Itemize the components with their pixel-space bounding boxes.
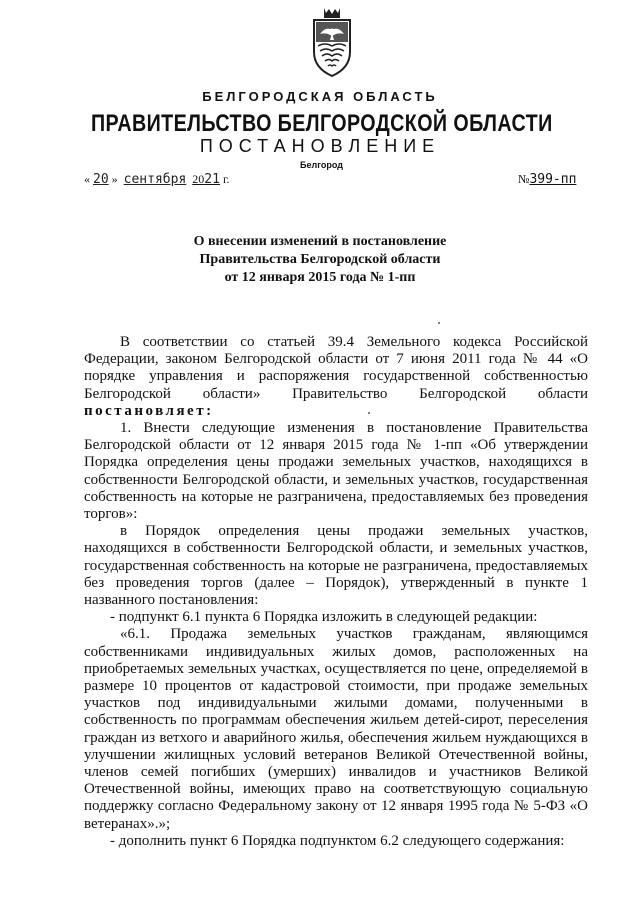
date-close-quote: » (111, 172, 118, 186)
city-label: Белгород (300, 160, 343, 170)
date-year-abbr: г. (222, 172, 230, 186)
date-month: сентября (123, 172, 187, 187)
date-year-prefix: 20 (192, 172, 205, 186)
document-type-heading: ПОСТАНОВЛЕНИЕ (199, 136, 441, 156)
title-line-3: от 12 января 2015 года № 1-пп (224, 270, 416, 285)
title-line-2: Правительства Белгородской области (199, 252, 441, 267)
number-prefix: № (518, 172, 530, 186)
paragraph-subitem-6-1-text: «6.1. Продажа земельных участков гражданам, являющимся собственниками индивидуальных жилых домов, расположенных на приобретаемых земельных участках, осуществляется по цене, определяемой в размере 10 процентов от кадастровой стоимости, при продаже земельных участков под индивидуальными жилыми домами, полученными в собственность по программам обеспечения жильем детей-сирот, переселения граждан из ветхого и аварийного жилья, обеспечения жильем нуждающихся в улучшении жилищных условий ветеранов Великой Отечественной войны, членов семей погибших (умерших) инвалидов и участников Великой Отечественной войны, имеющих право на соответствующую социальную поддержку согласно Федеральному закону от 12 января 1995 года № 5-ФЗ «О ветеранах».»; (84, 626, 588, 832)
government-heading: ПРАВИТЕЛЬСТВО БЕЛГОРОДСКОЙ ОБЛАСТИ (90, 110, 553, 137)
title-line-1: О внесении изменений в постановление (193, 234, 447, 249)
coat-of-arms-icon (306, 6, 358, 80)
date-day: 20 (93, 172, 109, 187)
paragraph-subitem-6-2-intro: - дополнить пункт 6 Порядка подпунктом 6.2 следующего содержания: (110, 832, 565, 849)
preamble-text: В соответствии со статьей 39.4 Земельного кодекса Российской Федерации, законом Белгородской области от 7 июня 2011 года № 44 «О порядке управления и распоряжения государственной собственностью Белгородской области» Правительство Белгородской области (84, 334, 588, 402)
number-value: 399-пп (529, 172, 577, 187)
paragraph-subitem-6-1-intro: - подпункт 6.1 пункта 6 Порядка изложить в следующей редакции: (110, 609, 538, 626)
decides-word: постановляет: (84, 402, 214, 419)
scan-speck (438, 322, 440, 324)
paragraph-preamble (84, 334, 588, 420)
document-number (518, 172, 576, 187)
scan-speck (368, 412, 370, 414)
paragraph-item-1: 1. Внести следующие изменения в постановление Правительства Белгородской области от 12 января 2015 года № 1-пп «Об утверждении Порядка определения цены продажи земельных участков, находящихся в собственности Белгородской области, и земельных участков, государственная собственность на которые не разграничена, предоставляемых без проведения торгов»: (84, 420, 588, 523)
document-title (0, 233, 640, 287)
document-body (84, 334, 588, 850)
date-open-quote: « (84, 172, 90, 186)
region-heading: БЕЛГОРОДСКАЯ ОБЛАСТЬ (202, 89, 438, 104)
date-line (84, 172, 230, 187)
date-year-suffix: 21 (204, 172, 220, 187)
paragraph-procedure: в Порядок определения цены продажи земельных участков, находящихся в собственности Белгородской области, и земельных участков, государственная собственность на которые не разграничена, предоставляемых без проведения торгов (далее – Порядок), утвержденный в пункте 1 названного постановления: (84, 523, 588, 609)
